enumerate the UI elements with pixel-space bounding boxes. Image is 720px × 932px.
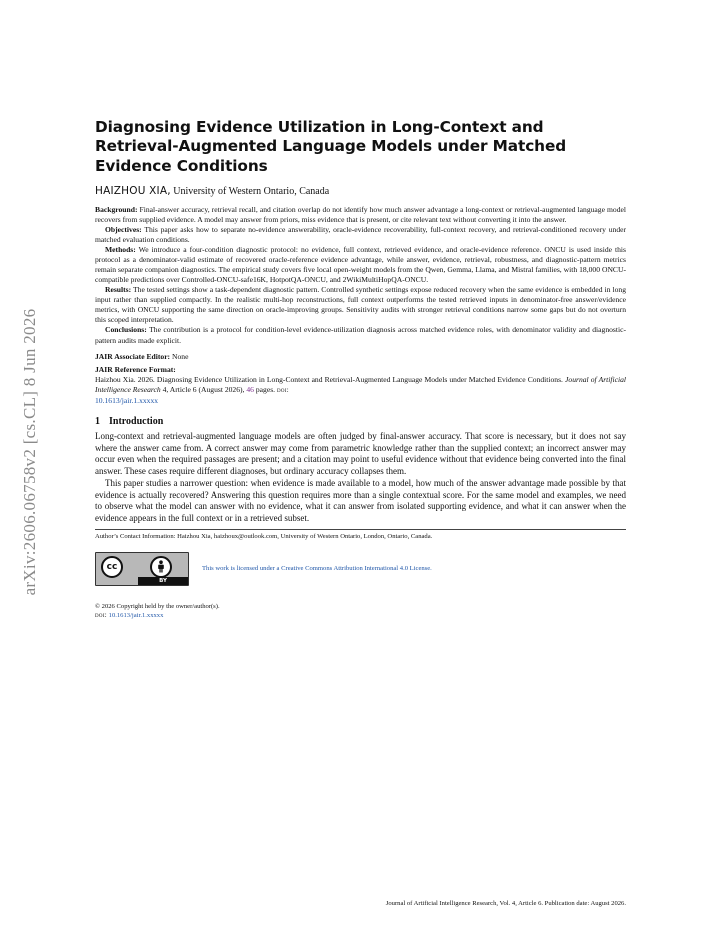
arxiv-sidebar bbox=[10, 262, 50, 642]
footnote-divider bbox=[95, 529, 626, 530]
author-affiliation: University of Western Ontario, Canada bbox=[173, 185, 330, 197]
running-footer: Journal of Artificial Intelligence Research, Vol. 4, Article 6. Publication date: August 2026. bbox=[385, 900, 626, 907]
arxiv-identifier: arXiv:2606.06758v2 [cs.CL] 8 Jun 2026 bbox=[20, 308, 39, 596]
author-contact: Author’s Contact Information: Haizhou Xia, haizhoux@outlook.com, University of Western Ontario, London, Ontario, Canada. bbox=[95, 532, 433, 540]
intro-paragraph-2: This paper studies a narrower question: when evidence is made available to a model, how much of the answer advantage made possible by that evidence is actually recovered? Answering this question requires more than a single contextual score. For the same model and examples, we need to observe what the model can answer with no evidence, what it can answer from isolated supporting evidence, and what it can answer when the evidence appears in the full context or in a retrieved subset. bbox=[95, 477, 626, 524]
abstract-methods: Methods: We introduce a four-condition diagnostic protocol: no evidence, full context, retrieved evidence, and oracle-evidence reference. ONCU is used inside this protocol as a denominator-valid estimate of recovered oracle-reference evidence advantage, while answer, evidence, retrieval, robustness, and diagnostic-pattern metrics remain separate companion diagnostics. The empirical study covers five local open-weight models from the Qwen, Gemma, Llama, and Mistral families, with 18,000 ONCU-compatible predictions over Controlled-ONCU-safe16K, HotpotQA-ONCU, and 2WikiMultiHopQA-ONCU. bbox=[95, 245, 626, 285]
abstract-results: Results: The tested settings show a task-dependent diagnostic pattern. Controlled synthetic settings expose reduced recovery when the same evidence is embedded in long input rather than supplied compactly. In the realistic multi-hop reconstructions, full context outperforms the tested retrieved inputs in denominator-free answer/evidence metrics, with ONCU supporting the same direction on oracle-improving groups. Sensitivity audits with stronger retrieval conditions narrow some gaps but do not overturn this scoped interpretation. bbox=[95, 285, 626, 325]
paper-first-page bbox=[95, 118, 626, 620]
abstract bbox=[95, 205, 626, 346]
person-icon bbox=[150, 556, 172, 578]
associate-editor: JAIR Associate Editor: None bbox=[95, 351, 189, 361]
section-heading: 1 Introduction bbox=[95, 415, 164, 427]
copyright-text: © 2026 Copyright held by the owner/author(s). bbox=[95, 602, 220, 610]
cc-icon: cc bbox=[101, 556, 123, 578]
license-link[interactable]: This work is licensed under a Creative Commons Attribution International 4.0 License. bbox=[202, 565, 432, 573]
intro-paragraph-1: Long-context and retrieval-augmented language models are often judged by final-answer accuracy. That score is necessary, but it does not say where the answer came from. A correct answer may come from parametric knowledge rather than the supplied context; an incorrect answer may occur even when the required passages are present; and a citation may point to useful evidence without that evidence being converted into the final answer. These cases require different diagnoses, but ordinary accuracy collapses them. bbox=[95, 430, 626, 477]
abstract-conclusions: Conclusions: The contribution is a protocol for condition-level evidence-utilization diagnosis across matched evidence roles, with denominator validity and diagnostic-pattern audits made explicit. bbox=[95, 325, 626, 345]
author-name: HAIZHOU XIA, bbox=[95, 184, 171, 197]
paper-metadata bbox=[95, 352, 626, 406]
journal-name: Journal of Artificial Intelligence Research bbox=[95, 374, 627, 394]
footnote-doi: doi: 10.1613/jair.1.xxxxx bbox=[95, 611, 164, 619]
copyright-block bbox=[95, 602, 626, 620]
cc-by-badge[interactable] bbox=[95, 552, 189, 586]
license-block bbox=[95, 552, 626, 586]
page-count-link[interactable]: 46 bbox=[246, 384, 254, 394]
author-line bbox=[95, 185, 626, 197]
abstract-background: Background: Final-answer accuracy, retrieval recall, and citation overlap do not identify how much answer advantage a long-context or retrieval-augmented language model recovers from supplied evidence. A model may answer from priors, miss evidence that is present, or cite relevant text without converting it into the answer. bbox=[95, 204, 626, 224]
abstract-objectives: Objectives: This paper asks how to separate no-evidence answerability, oracle-evidence recoverability, full-context recovery, and retrieval-conditioned recovery under matched evaluation conditions. bbox=[95, 224, 627, 245]
doi-link[interactable]: 10.1613/jair.1.xxxxx bbox=[95, 395, 159, 405]
by-label: BY bbox=[138, 577, 188, 585]
paper-title: Diagnosing Evidence Utilization in Long-Context and Retrieval-Augmented Language Models under Matched Evidence Conditions bbox=[95, 118, 567, 175]
introduction-body bbox=[95, 431, 626, 525]
reference-format: JAIR Reference Format: Haizhou Xia. 2026. Diagnosing Evidence Utilization in Long-Context and Retrieval-Augmented Language Models under Matched Evidence Conditions. Journal of Artificial Intelligence Research 4, Article 6 (August 2026), 46 pages. doi: 10.1613/jair.1.xxxxx bbox=[95, 364, 627, 405]
footnote-doi-link[interactable]: 10.1613/jair.1.xxxxx bbox=[108, 611, 164, 619]
